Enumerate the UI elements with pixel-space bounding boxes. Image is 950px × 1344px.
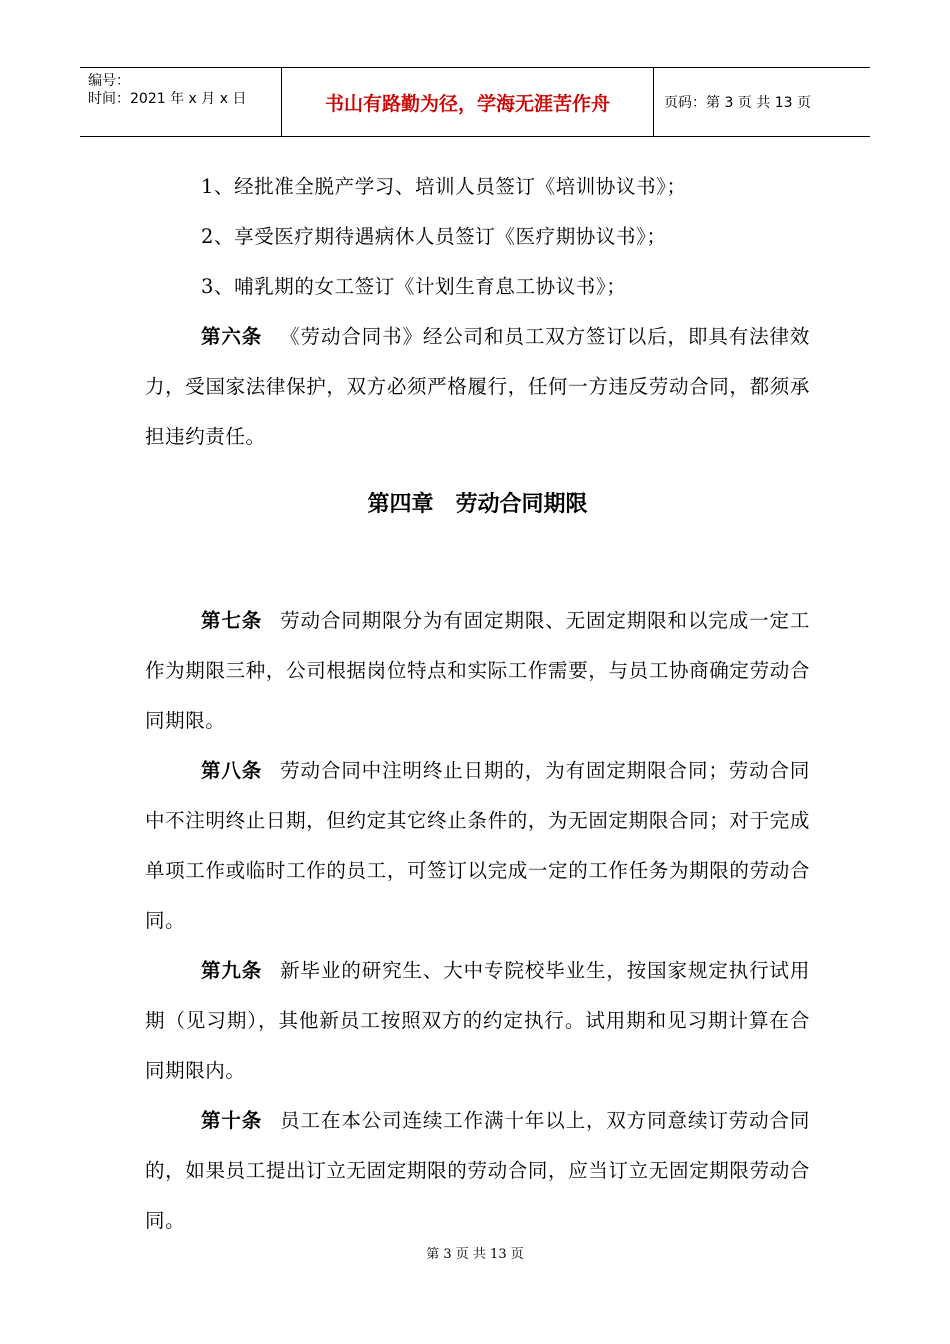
- article-text: 《劳动合同书》经公司和员工双方签订以后，即具有法律效力，受国家法律保护，双方必须严格履行，任何一方违反劳动合同，都须承担违约责任。: [145, 325, 810, 448]
- document-date: 时间：2021 年 x 月 x 日: [88, 91, 247, 107]
- article-title: 第十条: [201, 1109, 263, 1132]
- list-item: 2、享受医疗期待遇病休人员签订《医疗期协议书》；: [201, 225, 667, 248]
- document-body: [145, 162, 810, 1246]
- article-paragraph: [145, 946, 810, 1096]
- article-text: 员工在本公司连续工作满十年以上，双方同意续订劳动合同的，如果员工提出订立无固定期限的劳动合同，应当订立无固定期限劳动合同。: [145, 1109, 810, 1232]
- article-text: 劳动合同中注明终止日期的，为有固定期限合同；劳动合同中不注明终止日期，但约定其它终止条件的，为无固定期限合同；对于完成单项工作或临时工作的员工，可签订以完成一定的工作任务为期限的劳动合同。: [145, 759, 810, 932]
- article-paragraph: [145, 596, 810, 746]
- article-title: 第九条: [201, 959, 263, 982]
- article-title: 第六条: [201, 325, 263, 348]
- header-meta: [80, 68, 282, 136]
- document-number-label: 编号：: [88, 73, 130, 89]
- page-header: [80, 67, 870, 137]
- article-title: 第七条: [201, 609, 263, 632]
- article-paragraph: [145, 746, 810, 946]
- article-text: 劳动合同期限分为有固定期限、无固定期限和以完成一定工作为期限三种，公司根据岗位特点和实际工作需要，与员工协商确定劳动合同期限。: [145, 609, 810, 732]
- article-paragraph: [145, 1096, 810, 1246]
- page-footer: 第 3 页 共 13 页: [426, 1247, 524, 1262]
- article-paragraph: [145, 312, 810, 462]
- list-item: 1、经批准全脱产学习、培训人员签订《培训协议书》；: [201, 175, 687, 198]
- article-title: 第八条: [201, 759, 263, 782]
- header-page-info: 页码：第 3 页 共 13 页: [664, 95, 811, 111]
- list-item: 3、哺乳期的女工签订《计划生育息工协议书》；: [201, 275, 627, 298]
- header-motto: 书山有路勤为径，学海无涯苦作舟: [282, 68, 654, 136]
- chapter-heading: 第四章 劳动合同期限: [367, 492, 588, 517]
- article-text: 新毕业的研究生、大中专院校毕业生，按国家规定执行试用期（见习期），其他新员工按照双方的约定执行。试用期和见习期计算在合同期限内。: [145, 959, 810, 1082]
